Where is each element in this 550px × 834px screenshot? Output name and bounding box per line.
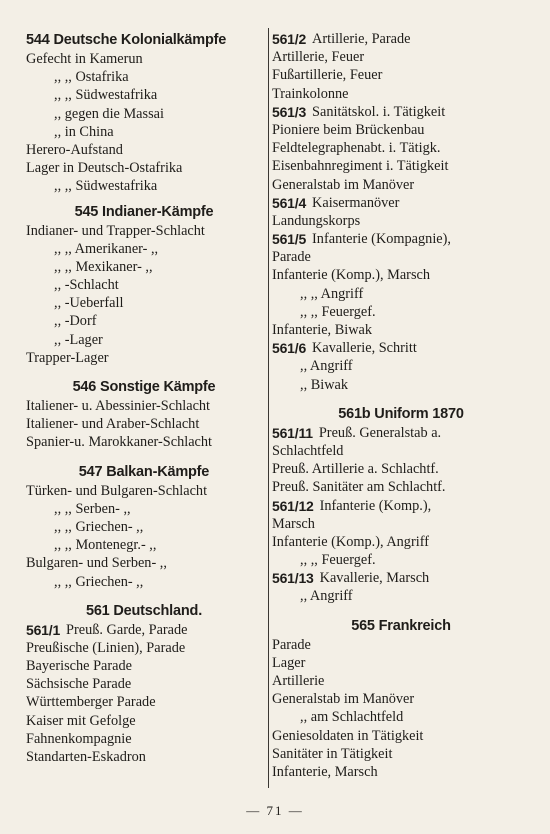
list-item: Württemberger Parade [26, 694, 156, 711]
list-item: Bulgaren- und Serben- ,, [26, 555, 167, 572]
list-item: ,, am Schlachtfeld [300, 709, 404, 726]
list-item: Landungskorps [272, 212, 361, 229]
list-item: Artillerie, Feuer [272, 49, 365, 66]
list-item: ,, gegen die Massai [54, 105, 164, 122]
section-code: 544 [26, 32, 50, 48]
list-item: ,, ,, Angriff [300, 285, 364, 302]
list-item: Indianer- und Trapper-Schlacht [26, 222, 205, 239]
catalog-entry-561-13 [272, 569, 530, 587]
list-item: ,, Biwak [300, 376, 349, 393]
list-item: Gefecht in Kamerun [26, 51, 143, 67]
section-heading-565: 565 Frankreich [351, 617, 451, 634]
entry-code: 561/5 [272, 231, 307, 248]
list-item: Parade [272, 249, 311, 266]
entry-code: 561/3 [272, 103, 307, 120]
list-item: ,, ,, Südwestafrika [54, 87, 158, 104]
list-item: Marsch [272, 515, 315, 532]
section-heading-546: 546 Sonstige Kämpfe [72, 379, 216, 395]
list-item: Spanier-u. Marokkaner-Schlacht [26, 434, 213, 451]
list-item: ,, ,, Feuergef. [300, 303, 376, 320]
catalog-entry-561-3 [272, 103, 530, 121]
list-item: Preuß. Artillerie a. Schlachtf. [272, 461, 439, 478]
list-item: Preußische (Linien), Parade [26, 639, 186, 656]
list-item: Generalstab im Manöver [272, 691, 415, 708]
right-column [272, 30, 530, 781]
list-item: Türken- und Bulgaren-Schlacht [26, 482, 208, 499]
list-item: Geniesoldaten in Tätigkeit [272, 727, 424, 744]
section-561-list [26, 639, 262, 766]
list-item: ,, -Lager [54, 331, 103, 348]
list-item: ,, ,, Ostafrika [54, 69, 129, 86]
entry-text: Infanterie (Komp.), [319, 497, 432, 514]
entry-code: 561/6 [272, 340, 307, 357]
left-column [26, 30, 262, 766]
entry-code: 561/1 [26, 621, 61, 638]
list-item: Lager in Deutsch-Ostafrika [26, 160, 183, 177]
list-item: Preuß. Sanitäter am Schlachtf. [272, 479, 446, 496]
list-item: ,, ,, Griechen- ,, [54, 518, 144, 535]
entry-text: Sanitätskol. i. Tätigkeit [312, 103, 446, 120]
list-item: Italiener- und Araber-Schlacht [26, 416, 200, 433]
entry-code: 561/2 [272, 31, 307, 47]
list-item: Parade [272, 636, 311, 653]
entry-text: Preuß. Generalstab a. [318, 424, 442, 441]
list-item: Feldtelegraphenabt. i. Tätigk. [272, 140, 441, 157]
catalog-entry-561-12 [272, 497, 530, 515]
section-heading-545: 545 Indianer-Kämpfe [74, 203, 214, 220]
entry-text: Preuß. Garde, Parade [66, 621, 188, 638]
section-547-list [26, 482, 262, 591]
list-item: ,, ,, Mexikaner- ,, [54, 258, 153, 275]
entry-text: Kavallerie, Schritt [312, 340, 417, 357]
list-item: Herero-Aufstand [26, 141, 123, 158]
section-544-list [26, 50, 262, 196]
entry-code: 561/11 [272, 424, 313, 441]
catalog-entry-561-1 [26, 621, 262, 639]
entry-text: Artillerie, Parade [312, 31, 411, 47]
list-item: ,, -Schlacht [54, 277, 119, 294]
list-item: Fahnenkompagnie [26, 730, 132, 747]
catalog-entry-561-5 [272, 230, 530, 248]
list-item: ,, -Dorf [54, 313, 97, 330]
list-item: ,, ,, Feuergef. [300, 552, 376, 569]
list-item: Trapper-Lager [26, 349, 109, 366]
list-item: ,, Angriff [300, 588, 353, 605]
list-item: Artillerie [272, 673, 325, 689]
section-546-list [26, 397, 262, 452]
list-item: Schlachtfeld [272, 442, 344, 459]
list-item: ,, ,, Griechen- ,, [54, 573, 144, 590]
list-item: Infanterie (Komp.), Angriff [272, 533, 429, 550]
list-item: Bayerische Parade [26, 658, 132, 675]
list-item: Kaiser mit Gefolge [26, 712, 136, 729]
list-item: ,, ,, Serben- ,, [54, 500, 131, 517]
list-item: ,, ,, Montenegr.- ,, [54, 537, 157, 554]
list-item: Eisenbahnregiment i. Tätigkeit [272, 158, 449, 175]
list-item: ,, ,, Amerikaner- ,, [54, 240, 159, 257]
list-item: Italiener- u. Abessinier-Schlacht [26, 398, 211, 414]
list-item: Lager [272, 654, 306, 671]
list-item: ,, -Ueberfall [54, 295, 124, 312]
section-heading-561: 561 Deutschland. [85, 602, 203, 619]
list-item: Sächsische Parade [26, 676, 132, 693]
list-item: Pioniere beim Brückenbau [272, 121, 425, 138]
section-heading-544 [26, 30, 262, 50]
list-item: Infanterie, Marsch [272, 763, 378, 780]
section-heading-547: 547 Balkan-Kämpfe [78, 463, 210, 480]
list-item: Infanterie (Komp.), Marsch [272, 267, 430, 284]
entry-code: 561/13 [272, 570, 314, 587]
entry-text: Kavallerie, Marsch [319, 570, 430, 587]
list-item: Sanitäter in Tätigkeit [272, 745, 393, 762]
page-number: — 71 — [246, 803, 304, 818]
catalog-entry-561-11 [272, 424, 530, 442]
catalog-entry-561-4 [272, 194, 530, 212]
section-title: Deutsche Kolonialkämpfe [53, 32, 227, 48]
column-divider [268, 28, 269, 788]
list-item: ,, ,, Südwestafrika [54, 178, 158, 195]
list-item: ,, Angriff [300, 358, 353, 375]
entry-code: 561/12 [272, 497, 314, 514]
section-545-list [26, 222, 262, 368]
catalog-entry-561-2 [272, 30, 530, 48]
entry-code: 561/4 [272, 194, 307, 211]
catalog-entry-561-6 [272, 339, 530, 357]
list-item: Generalstab im Manöver [272, 176, 415, 193]
entry-text: Kaisermanöver [312, 194, 400, 211]
list-item: Infanterie, Biwak [272, 322, 373, 338]
list-item: Standarten-Eskadron [26, 749, 146, 765]
list-item: ,, in China [54, 123, 114, 140]
entry-text: Infanterie (Kompagnie), [312, 231, 451, 248]
list-item: Trainkolonne [272, 85, 349, 102]
section-heading-561b: 561b Uniform 1870 [338, 405, 464, 422]
list-item: Fußartillerie, Feuer [272, 67, 383, 84]
